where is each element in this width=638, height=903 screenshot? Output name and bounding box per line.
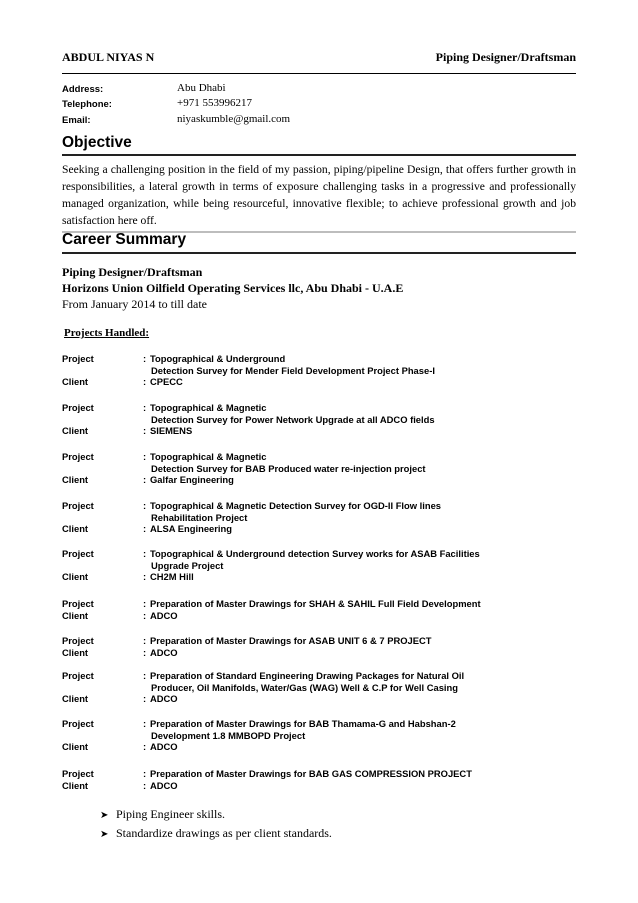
project-description: Topographical & Magnetic Detection Survey for OGD-II Flow lines	[150, 500, 442, 511]
page-header	[62, 50, 576, 66]
project-colon: :	[143, 718, 147, 729]
client-name: Galfar Engineering	[150, 474, 234, 485]
telephone-value: +971 553996217	[177, 97, 252, 109]
project-label: Project	[62, 768, 94, 779]
client-colon: :	[143, 474, 147, 485]
project-label: Project	[62, 451, 94, 462]
project-description: Preparation of Master Drawings for BAB GAS COMPRESSION PROJECT	[150, 768, 472, 779]
arrow-bullet-icon: ➤	[100, 810, 109, 821]
client-label: Client	[62, 376, 89, 387]
client-name: ADCO	[150, 646, 178, 658]
project-description: Topographical & Magnetic	[150, 451, 267, 462]
career-divider	[62, 252, 576, 254]
project-colon: :	[143, 768, 147, 779]
project-colon: :	[143, 500, 147, 511]
project-description: Preparation of Master Drawings for SHAH & SAHIL Full Field Development	[150, 598, 481, 609]
email-value: niyaskumble@gmail.com	[177, 113, 291, 125]
skill-item: ➤ Standardize drawings as per client standards.	[100, 826, 332, 840]
client-name: ADCO	[150, 609, 178, 621]
project-description: Topographical & Underground detection Survey works for ASAB Facilities	[150, 548, 480, 559]
career-summary-heading: Career Summary	[62, 231, 187, 248]
client-name: ADCO	[150, 741, 178, 752]
client-name: SIEMENS	[150, 425, 193, 436]
objective-divider	[62, 154, 576, 156]
objective-text: Seeking a challenging position in the field of my passion, piping/pipeline Design, that offers further growth in responsibilities, a lateral growth in terms of exposure challenging tasks in a progressive and professionally managed organization, while being resourceful, innovative flexible; to achieve professional growth and job satisfaction here off.	[62, 163, 576, 227]
client-colon: :	[143, 571, 147, 582]
project-label: Project	[62, 500, 94, 511]
project-colon: :	[143, 451, 147, 462]
client-label: Client	[62, 523, 89, 534]
project-colon: :	[143, 402, 147, 413]
client-colon: :	[143, 425, 147, 436]
project-label: Project	[62, 353, 94, 364]
client-colon: :	[143, 609, 147, 621]
client-colon: :	[143, 779, 147, 791]
client-colon: :	[143, 523, 147, 534]
telephone-label: Telephone:	[62, 99, 112, 110]
client-label: Client	[62, 571, 89, 582]
client-colon: :	[143, 693, 147, 704]
project-label: Project	[62, 598, 94, 609]
client-label: Client	[62, 646, 89, 658]
client-colon: :	[143, 646, 147, 658]
projects-heading: Projects Handled:	[64, 327, 150, 339]
career-period: From January 2014 to till date	[62, 297, 207, 311]
client-label: Client	[62, 741, 89, 752]
client-name: ADCO	[150, 693, 178, 704]
objective-heading: Objective	[62, 134, 132, 151]
career-role: Piping Designer/Draftsman	[62, 265, 203, 279]
client-label: Client	[62, 425, 89, 436]
project-colon: :	[143, 670, 147, 681]
client-label: Client	[62, 693, 89, 704]
project-label: Project	[62, 402, 94, 413]
project-description-continued: Detection Survey for BAB Produced water re-injection project	[151, 462, 426, 474]
project-description-continued: Detection Survey for Power Network Upgrade at all ADCO fields	[151, 413, 435, 425]
project-description-continued: Development 1.8 MMBOPD Project	[151, 729, 306, 741]
client-label: Client	[62, 474, 89, 485]
client-name: ALSA Engineering	[150, 523, 232, 534]
project-colon: :	[143, 353, 147, 364]
client-name: ADCO	[150, 779, 178, 791]
email-label: Email:	[62, 115, 91, 126]
arrow-bullet-icon: ➤	[100, 829, 109, 840]
project-description: Preparation of Master Drawings for ASAB UNIT 6 & 7 PROJECT	[150, 635, 432, 646]
candidate-name: ABDUL NIYAS N	[62, 50, 155, 64]
project-description-continued: Detection Survey for Mender Field Development Project Phase-I	[151, 364, 435, 376]
project-description: Preparation of Standard Engineering Drawing Packages for Natural Oil	[150, 670, 465, 681]
project-description: Topographical & Underground	[150, 353, 286, 364]
client-name: CPECC	[150, 376, 183, 387]
project-label: Project	[62, 670, 94, 681]
project-description-continued: Producer, Oil Manifolds, Water/Gas (WAG) Well & C.P for Well Casing	[151, 681, 458, 693]
project-description-continued: Upgrade Project	[151, 559, 224, 571]
project-colon: :	[143, 598, 147, 609]
project-label: Project	[62, 718, 94, 729]
client-name: CH2M Hill	[150, 571, 194, 582]
project-description: Preparation of Master Drawings for BAB Thamama-G and Habshan-2	[150, 718, 456, 729]
client-label: Client	[62, 609, 89, 621]
candidate-title: Piping Designer/Draftsman	[435, 50, 576, 64]
project-label: Project	[62, 548, 94, 559]
project-label: Project	[62, 635, 94, 646]
header-divider	[62, 73, 576, 74]
project-colon: :	[143, 548, 147, 559]
project-colon: :	[143, 635, 147, 646]
address-label: Address:	[62, 84, 104, 95]
career-company: Horizons Union Oilfield Operating Services llc, Abu Dhabi - U.A.E	[62, 281, 404, 295]
client-colon: :	[143, 376, 147, 387]
client-colon: :	[143, 741, 147, 752]
address-value: Abu Dhabi	[177, 82, 226, 94]
skill-item: ➤ Piping Engineer skills.	[100, 807, 225, 821]
project-description: Topographical & Magnetic	[150, 402, 267, 413]
project-description-continued: Rehabilitation Project	[151, 511, 248, 523]
client-label: Client	[62, 779, 89, 791]
